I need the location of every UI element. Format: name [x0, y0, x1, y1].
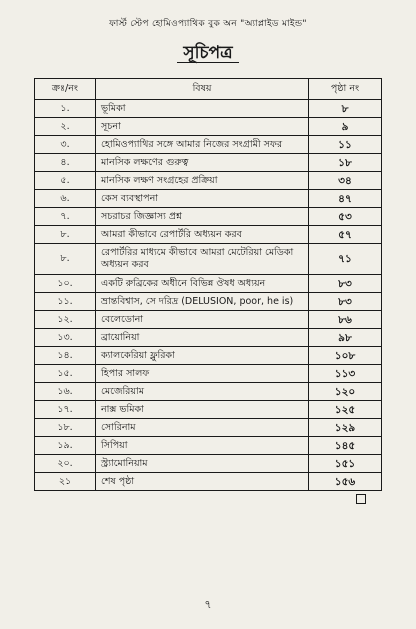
table-row: [35, 347, 382, 365]
page-cell: ৫৩: [309, 208, 382, 226]
serial-cell: ১৭.: [35, 401, 96, 419]
page-cell: ৯: [309, 118, 382, 136]
page-cell: ১৮: [309, 154, 382, 172]
table-row: [35, 311, 382, 329]
serial-cell: ৫.: [35, 172, 96, 190]
page-cell: ৮৩: [309, 293, 382, 311]
serial-cell: ১৫.: [35, 365, 96, 383]
serial-cell: ১৮.: [35, 419, 96, 437]
table-row: [35, 208, 382, 226]
topic-cell: সোরিনাম: [96, 419, 309, 437]
topic-cell: কেস ব্যবস্থাপনা: [96, 190, 309, 208]
table-row: [35, 154, 382, 172]
table-row: [35, 226, 382, 244]
contents-rows: [35, 100, 382, 491]
table-header-row: [35, 79, 382, 100]
page-cell: ১৫১: [309, 455, 382, 473]
serial-cell: ১০.: [35, 275, 96, 293]
serial-column-header: ক্রঃ/নং: [35, 79, 96, 100]
table-row: [35, 383, 382, 401]
page-cell: ৮৩: [309, 275, 382, 293]
page-cell: ৩৪: [309, 172, 382, 190]
serial-cell: ১২.: [35, 311, 96, 329]
topic-cell: একটি রুব্রিকের অধীনে বিভিন্ন ঔষধ অধ্যয়ন: [96, 275, 309, 293]
topic-cell: মানসিক লক্ষণের গুরুত্ব: [96, 154, 309, 172]
serial-cell: ৮.: [35, 226, 96, 244]
page-cell: ১২০: [309, 383, 382, 401]
serial-cell: ৭.: [35, 208, 96, 226]
table-row: [35, 365, 382, 383]
serial-cell: ২১: [35, 473, 96, 491]
running-head: ফার্স্ট স্টেপ হোমিওপ্যাথিক বুক অন "অ্যাপ্লাইড মাইন্ড": [109, 19, 307, 29]
serial-cell: ১৪.: [35, 347, 96, 365]
serial-cell: ১.: [35, 100, 96, 118]
topic-cell: ভূমিকা: [96, 100, 309, 118]
serial-cell: ৩.: [35, 136, 96, 154]
page-cell: ১১৩: [309, 365, 382, 383]
topic-cell: ক্যালকেরিয়া ফ্লুরিকা: [96, 347, 309, 365]
title-underline: [177, 62, 239, 63]
page-cell: ৯৮: [309, 329, 382, 347]
topic-cell: শেষ পৃষ্ঠা: [96, 473, 309, 491]
table-row: [35, 473, 382, 491]
topic-cell: নাক্স ভমিকা: [96, 401, 309, 419]
topic-cell: রেপার্টরির মাধ্যমে কীভাবে আমরা মেটেরিয়া মেডিকা অধ্যয়ন করব: [96, 244, 309, 275]
topic-cell: মানসিক লক্ষণ সংগ্রহের প্রক্রিয়া: [96, 172, 309, 190]
topic-cell: হোমিওপ্যাথির সঙ্গে আমার নিজের সংগ্রামী সফর: [96, 136, 309, 154]
page-cell: ১৪৫: [309, 437, 382, 455]
topic-cell: স্ট্র্যামোনিয়াম: [96, 455, 309, 473]
table-row: [35, 401, 382, 419]
page-number: ৭: [204, 598, 212, 611]
table-row: [35, 455, 382, 473]
table-row: [35, 244, 382, 275]
page-cell: ৮: [309, 100, 382, 118]
topic-cell: সচরাচর জিজ্ঞাস্য প্রশ্ন: [96, 208, 309, 226]
page-cell: ১৫৬: [309, 473, 382, 491]
table-row: [35, 419, 382, 437]
topic-cell: আমরা কীভাবে রেপার্টরি অধ্যয়ন করব: [96, 226, 309, 244]
serial-cell: ১৩.: [35, 329, 96, 347]
topic-column-header: বিষয়: [96, 79, 309, 100]
serial-cell: ১৬.: [35, 383, 96, 401]
table-row: [35, 275, 382, 293]
end-mark-icon: [356, 494, 366, 504]
page-cell: ৭১: [309, 244, 382, 275]
topic-cell: ভ্রান্তবিশ্বাস, সে দরিদ্র (DELUSION, poor, he is): [96, 293, 309, 311]
page-title: সূচিপত্র: [183, 43, 233, 63]
table-row: [35, 136, 382, 154]
table-row: [35, 437, 382, 455]
serial-cell: ৮.: [35, 244, 96, 275]
page-cell: ১২৫: [309, 401, 382, 419]
serial-cell: ৪.: [35, 154, 96, 172]
table-row: [35, 293, 382, 311]
table-row: [35, 190, 382, 208]
topic-cell: সিপিয়া: [96, 437, 309, 455]
contents-table: [34, 78, 382, 491]
serial-cell: ১১.: [35, 293, 96, 311]
serial-cell: ২০.: [35, 455, 96, 473]
topic-cell: সূচনা: [96, 118, 309, 136]
page-cell: ৮৬: [309, 311, 382, 329]
serial-cell: ৬.: [35, 190, 96, 208]
page-cell: ১২৯: [309, 419, 382, 437]
page-column-header: পৃষ্ঠা নং: [309, 79, 382, 100]
page-cell: ৪৭: [309, 190, 382, 208]
table-row: [35, 329, 382, 347]
topic-cell: মেজেরিয়াম: [96, 383, 309, 401]
topic-cell: হিপার সালফ: [96, 365, 309, 383]
topic-cell: বেলেডোনা: [96, 311, 309, 329]
page-cell: ১০৮: [309, 347, 382, 365]
table-row: [35, 118, 382, 136]
table-row: [35, 172, 382, 190]
serial-cell: ১৯.: [35, 437, 96, 455]
serial-cell: ২.: [35, 118, 96, 136]
page-cell: ১১: [309, 136, 382, 154]
topic-cell: ব্রায়োনিয়া: [96, 329, 309, 347]
page-cell: ৫৭: [309, 226, 382, 244]
table-row: [35, 100, 382, 118]
